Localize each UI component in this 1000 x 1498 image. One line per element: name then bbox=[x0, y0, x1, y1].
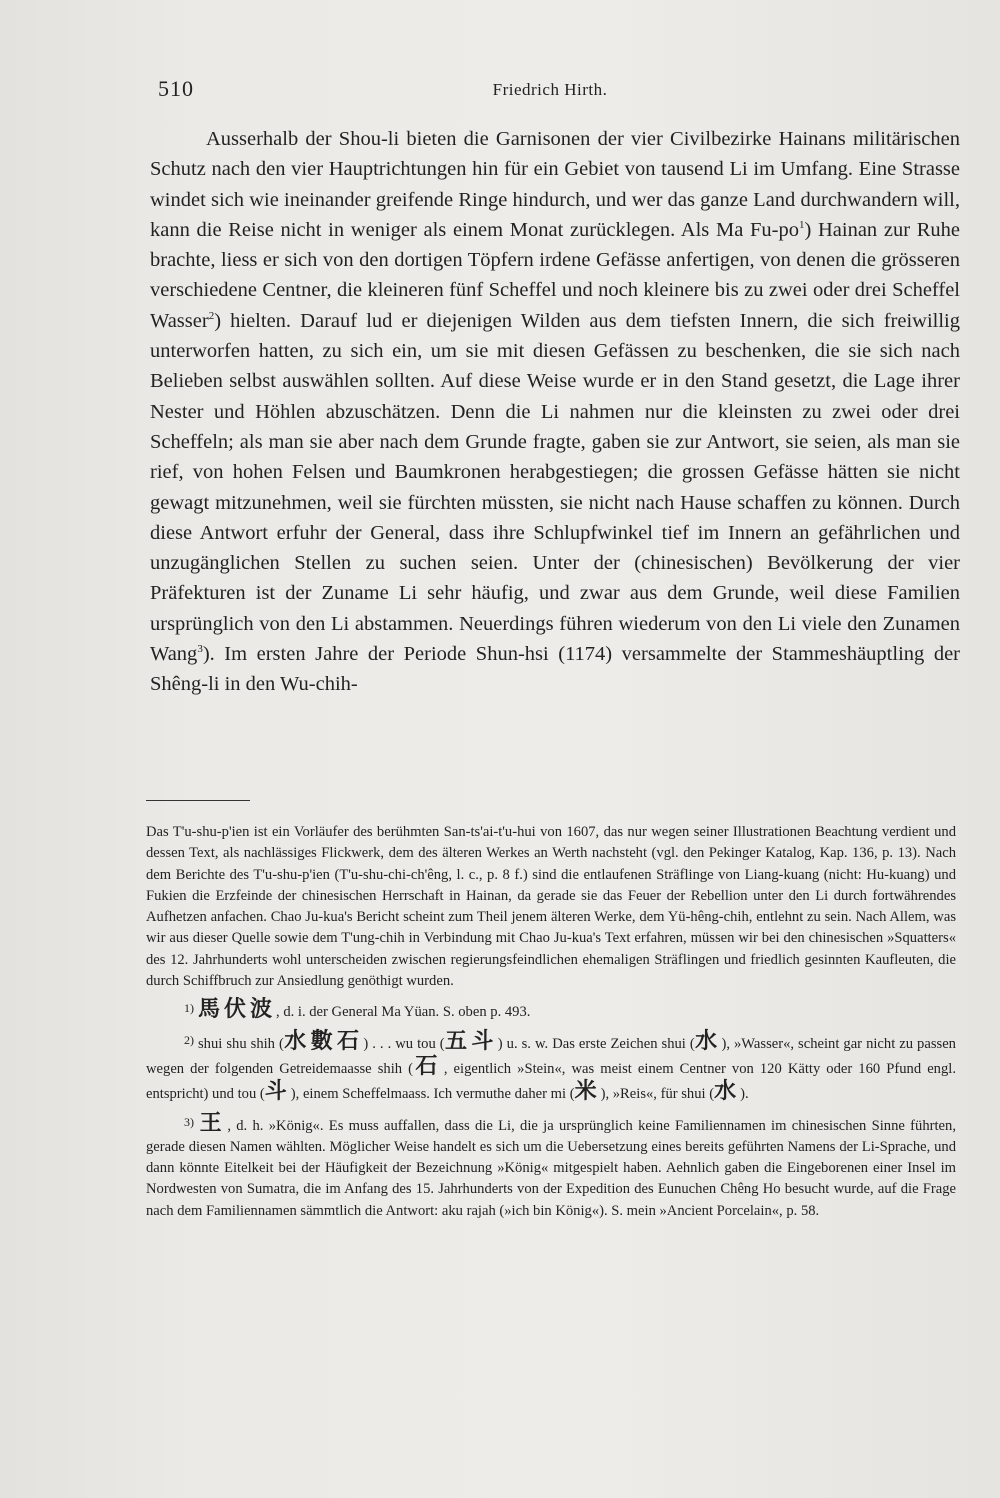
cjk-text: 斗 bbox=[264, 1078, 291, 1104]
text-run: ). Im ersten Jahre der Periode Shun-hsi (1174) versammelte der Stammeshäuptling der Shêng-li in den Wu-chih- bbox=[150, 643, 960, 696]
cjk-text: 石 bbox=[412, 1052, 444, 1078]
text-run: ) hielten. Darauf lud er diejenigen Wilden aus dem tiefsten Innern, die sich freiwillig unterworfen hatten, zu sich ein, um sie mit diesen Gefässen zu beschenken, die sie sich nach Belieben selbst auswählen sollten. Auf diese Weise wurde er in den Stand gesetzt, die Lage ihrer Nester und Höhlen abzuschätzen. Denn die Li nahmen nur die kleinsten zu zwei oder drei Scheffeln; als man sie aber nach dem Grunde fragte, gaben sie zur Antwort, sie seien, als man sie rief, von hohen Felsen und Baumkronen herabgestiegen; die grossen Gefässe hätten sie nicht gewagt mitzunehmen, weil sie fürchten müssten, sie nicht nach Hause schaffen zu können. Durch diese Antwort erfuhr der General, dass ihre Schlupfwinkel tief im Innern an gefährlichen und unzugänglichen Stellen zu suchen seien. Unter der (chinesischen) Bevölkerung der vier Präfekturen ist der Zuname Li sehr häufig, und zwar aus dem Grunde, weil diese Familien ursprünglich von den Li abstammen. Neuerdings führen wiederum von den Li viele den Zunamen Wang bbox=[150, 309, 960, 666]
footnote-mark: 3) bbox=[184, 1114, 194, 1129]
cjk-text: 米 bbox=[574, 1078, 601, 1104]
cjk-text: 水 bbox=[714, 1078, 741, 1104]
footnote-mark: 1) bbox=[184, 1001, 194, 1016]
footnote-ref: 2 bbox=[208, 309, 215, 322]
footnote-text: , d. h. »König«. Es muss auffallen, dass die Li, die ja ursprünglich keine Familiennamen im chinesischen Sinne führten, gerade diesen Namen wählten. Möglicher Weise handelt es sich um die Uebersetzung eines bereits geführten Namens der Li-Sprache, und dann könnte Eitelkeit bei der Häufigkeit der Bezeichnung »König« mitgespielt haben. Aehnlich gaben die Eingeborenen einer Insel im Nordwesten von Sumatra, die im Anfang des 15. Jahrhunderts von der Expedition des Eunuchen Chêng Ho besucht wurde, auf die Frage nach dem Familiennamen sämmtlich die Antwort: aku rajah (»ich bin König«). S. mein »Ancient Porcelain«, p. 58. bbox=[146, 1117, 956, 1219]
footnote-ref: 1 bbox=[798, 219, 805, 232]
footnote-mark: 2) bbox=[184, 1032, 194, 1047]
cjk-text: 馬伏波 bbox=[198, 996, 277, 1022]
main-text bbox=[150, 124, 960, 700]
footnote-ref: 3 bbox=[197, 643, 203, 656]
text-run: ) Hainan zur Ruhe brachte, liess er sich von den dortigen Töpfern irdene Gefässe anfertigen, von denen die grösseren verschiedene Centner, die kleineren fünf Scheffel und noch kleinere bis zu zwei oder drei Scheffel Wasser bbox=[150, 218, 960, 332]
footnote-text: ), »Wasser«, scheint gar nicht zu passen wegen der folgenden Getreidemaasse shih ( bbox=[146, 1035, 956, 1077]
cjk-text: 王 bbox=[198, 1109, 228, 1135]
footnote-text: ). bbox=[740, 1086, 749, 1103]
footnote-3 bbox=[146, 1109, 956, 1222]
footnote-text: ) u. s. w. Das erste Zeichen shui ( bbox=[497, 1035, 695, 1052]
footnote-text: , d. i. der General Ma Yüan. S. oben p. 493. bbox=[276, 1004, 531, 1021]
footnote-1 bbox=[146, 998, 956, 1023]
footnote-text: ), »Reis«, für shui ( bbox=[600, 1086, 715, 1103]
footnotes bbox=[146, 822, 956, 1222]
main-paragraph bbox=[150, 124, 960, 700]
cjk-text: 水 bbox=[694, 1027, 722, 1053]
page-header bbox=[150, 76, 950, 106]
footnote-2 bbox=[146, 1027, 956, 1106]
footnote-rule bbox=[146, 800, 250, 801]
footnote-text: shui shu shih ( bbox=[198, 1035, 284, 1052]
footnote-text: , eigentlich »Stein«, was meist einem Centner von 120 Kätty oder 160 Pfund engl. entspricht) und tou ( bbox=[146, 1060, 956, 1103]
continued-note: Das T'u-shu-p'ien ist ein Vorläufer des berühmten San-ts'ai-t'u-hui von 1607, das nur wegen seiner Illustrationen Beachtung verdient und dessen Text, als nachlässiges Flickwerk, dem des älteren Werkes an Werth nachsteht (vgl. den Pekinger Katalog, Kap. 136, p. 13). Nach dem Berichte des T'u-shu-p'ien (T'u-shu-chi-ch'êng, l. c., p. 8 f.) sind die entlaufenen Sträflinge von Liang-kuang (nicht: Hu-kuang) und Fukien die Erzfeinde der chinesischen Herrschaft in Hainan, da gerade sie das Feuer der Rebellion unter den Li durch fortwährendes Aufhetzen anfachen. Chao Ju-kua's Bericht scheint zum Theil jenem älteren Werke, dem Yü-hêng-chih, entlehnt zu sein. Nach Allem, was wir aus dieser Quelle sowie dem T'ung-chih in Verbindung mit Chao Ju-kua's Text erfahren, müssen wir bei den chinesischen »Squatters« des 12. Jahrhunderts wohl unterscheiden zwischen regierungsfeindlichen ehemaligen Sträflingen und friedlich gesinnten Kaufleuten, die durch Schiffbruch zur Ansiedlung genöthigt wurden. bbox=[146, 824, 956, 990]
footnote-text: ), einem Scheffelmaass. Ich vermuthe daher mi ( bbox=[290, 1086, 575, 1103]
footnote-text: ) . . . wu tou ( bbox=[363, 1035, 445, 1052]
page-number: 510 bbox=[158, 76, 194, 101]
text-run: Ausserhalb der Shou-li bieten die Garnisonen der vier Civilbezirke Hainans militärischen Schutz nach den vier Hauptrichtungen hin für ein Gebiet von tausend Li im Umfang. Eine Strasse windet sich wie ineinander greifende Ringe hindurch, und wer das ganze Land durchwandern will, kann die Reise nicht in weniger als einem Monat zurücklegen. Als Ma Fu-po bbox=[150, 128, 960, 241]
running-head: Friedrich Hirth. bbox=[492, 80, 608, 99]
cjk-text: 五斗 bbox=[444, 1027, 498, 1053]
cjk-text: 水數石 bbox=[283, 1027, 364, 1053]
